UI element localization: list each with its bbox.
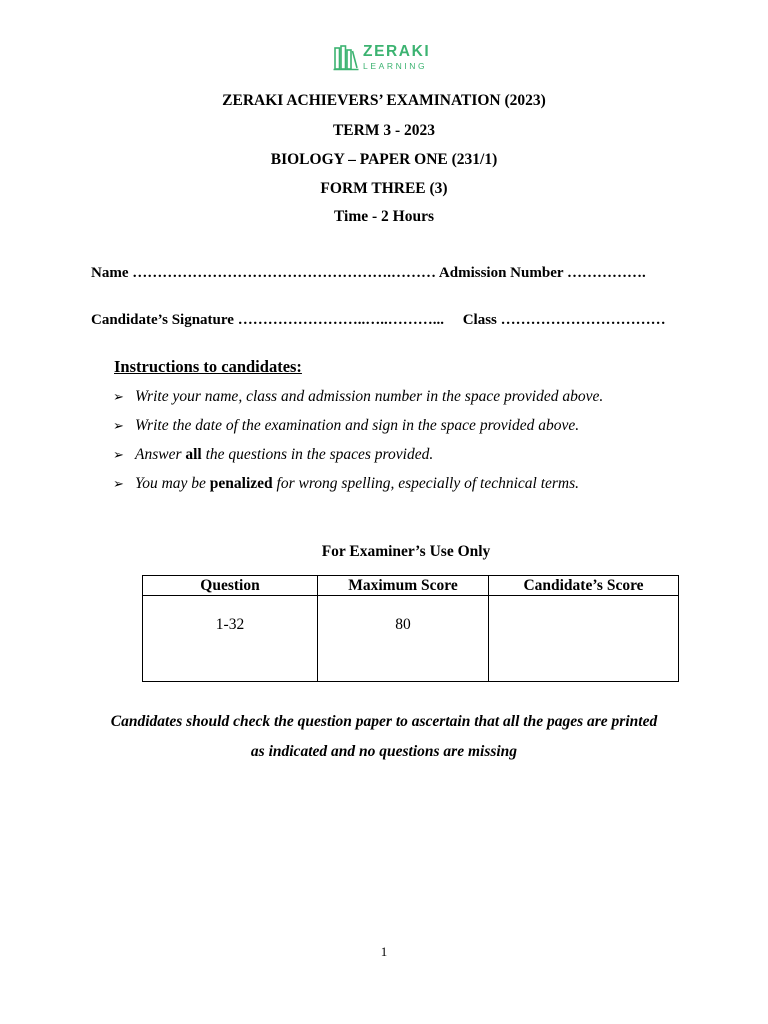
books-icon bbox=[333, 43, 359, 71]
instruction-text-pre: Answer bbox=[135, 446, 186, 463]
instructions-title: Instructions to candidates: bbox=[114, 357, 302, 376]
instruction-text-post: the questions in the spaces provided. bbox=[201, 446, 434, 463]
note-line-2: as indicated and no questions are missing bbox=[250, 743, 518, 760]
logo-name: ZERAKI bbox=[363, 43, 431, 60]
column-header-max-score: Maximum Score bbox=[318, 576, 489, 596]
table-header-row bbox=[143, 576, 679, 596]
logo-sub: LEARNING bbox=[363, 60, 428, 71]
cell-max-score: 80 bbox=[318, 596, 489, 682]
instruction-text-pre: You may be bbox=[135, 475, 210, 492]
zeraki-logo bbox=[333, 43, 430, 71]
examiner-score-table bbox=[142, 575, 679, 682]
arrow-bullet-icon: ➢ bbox=[113, 418, 124, 433]
candidate-note bbox=[0, 707, 768, 767]
instruction-item bbox=[113, 475, 579, 493]
cell-candidate-score bbox=[489, 596, 679, 682]
instruction-emphasis: penalized bbox=[209, 475, 273, 492]
form-line: FORM THREE (3) bbox=[320, 180, 448, 197]
table-row bbox=[143, 596, 679, 682]
cell-question: 1-32 bbox=[143, 596, 318, 682]
subject-line: BIOLOGY – PAPER ONE (231/1) bbox=[270, 151, 498, 168]
instruction-text: Write the date of the examination and sign in the space provided above. bbox=[135, 417, 580, 434]
instruction-item bbox=[113, 388, 603, 406]
page-number: 1 bbox=[380, 944, 388, 959]
column-header-question: Question bbox=[143, 576, 318, 596]
name-admission-field: Name …………………………………………….……… Admission Number ……………. bbox=[91, 265, 646, 281]
instruction-item bbox=[113, 417, 579, 435]
instruction-text: Write your name, class and admission number in the space provided above. bbox=[135, 388, 604, 405]
instruction-emphasis: all bbox=[185, 446, 202, 463]
exam-title: ZERAKI ACHIEVERS’ EXAMINATION (2023) bbox=[222, 92, 546, 109]
arrow-bullet-icon: ➢ bbox=[113, 389, 124, 404]
note-line-1: Candidates should check the question paper to ascertain that all the pages are printed bbox=[110, 713, 658, 730]
arrow-bullet-icon: ➢ bbox=[113, 476, 124, 491]
logo-text bbox=[363, 44, 430, 70]
term-line: TERM 3 - 2023 bbox=[332, 122, 436, 139]
arrow-bullet-icon: ➢ bbox=[113, 447, 124, 462]
examiner-table-title: For Examiner’s Use Only bbox=[321, 543, 491, 560]
time-line: Time - 2 Hours bbox=[333, 208, 435, 225]
signature-class-field: Candidate’s Signature ……………………..…..………... Class …………………………… bbox=[91, 312, 666, 328]
instruction-item bbox=[113, 446, 433, 464]
column-header-candidate-score: Candidate’s Score bbox=[489, 576, 679, 596]
instruction-text-post: for wrong spelling, especially of technical terms. bbox=[272, 475, 580, 492]
